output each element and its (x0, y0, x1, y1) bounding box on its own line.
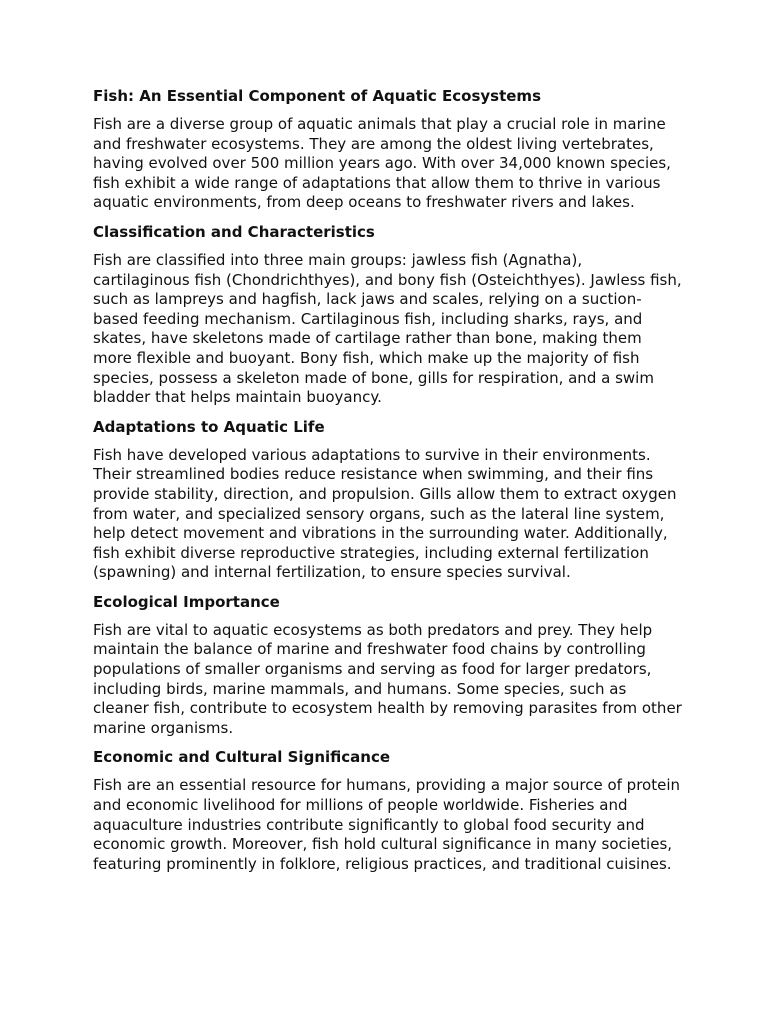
intro-paragraph: Fish are a diverse group of aquatic animals that play a crucial role in marine and freshwater ecosystems. They are among the oldest living vertebrates, having evolved over 500 million years ago. With over 34,000 known species, fish exhibit a wide range of adaptations that allow them to thrive in various aquatic environments, from deep oceans to freshwater rivers and lakes. (93, 115, 671, 212)
section-heading-classification: Classification and Characteristics (93, 222, 375, 241)
section-heading-adaptations: Adaptations to Aquatic Life (93, 417, 325, 436)
section-body-classification: Fish are classified into three main groups: jawless fish (Agnatha), cartilaginous fish (Chondrichthyes), and bony fish (Osteichthyes). Jawless fish, such as lampreys and hagfish, lack jaws and scales, relying on a suction-based feeding mechanism. Cartilaginous fish, including sharks, rays, and skates, have skeletons made of cartilage rather than bone, making them more flexible and buoyant. Bony fish, which make up the majority of fish species, possess a skeleton made of bone, gills for respiration, and a swim bladder that helps maintain buoyancy. (93, 250, 682, 407)
section-heading-economic: Economic and Cultural Significance (93, 748, 391, 767)
section-body-ecological: Fish are vital to aquatic ecosystems as both predators and prey. They help maintain the balance of marine and freshwater food chains by controlling populations of smaller organisms and serving as food for larger predators, including birds, marine mammals, and humans. Some species, such as cleaner fish, contribute to ecosystem health by removing parasites from other marine organisms. (93, 620, 682, 737)
section-body-adaptations: Fish have developed various adaptations to survive in their environments. Their streamlined bodies reduce resistance when swimming, and their fins provide stability, direction, and propulsion. Gills allow them to extract oxygen from water, and specialized sensory organs, such as the lateral line system, help detect movement and vibrations in the surrounding water. Additionally, fish exhibit diverse reproductive strategies, including external fertilization (spawning) and internal fertilization, to ensure species survival. (93, 445, 677, 582)
section-body-economic: Fish are an essential resource for humans, providing a major source of protein and economic livelihood for millions of people worldwide. Fisheries and aquaculture industries contribute significantly to global food security and economic growth. Moreover, fish hold cultural significance in many societies, featuring prominently in folklore, religious practices, and traditional cuisines. (93, 776, 681, 873)
section-heading-ecological: Ecological Importance (93, 592, 280, 611)
document-title: Fish: An Essential Component of Aquatic Ecosystems (93, 87, 541, 105)
document-content (93, 86, 683, 874)
